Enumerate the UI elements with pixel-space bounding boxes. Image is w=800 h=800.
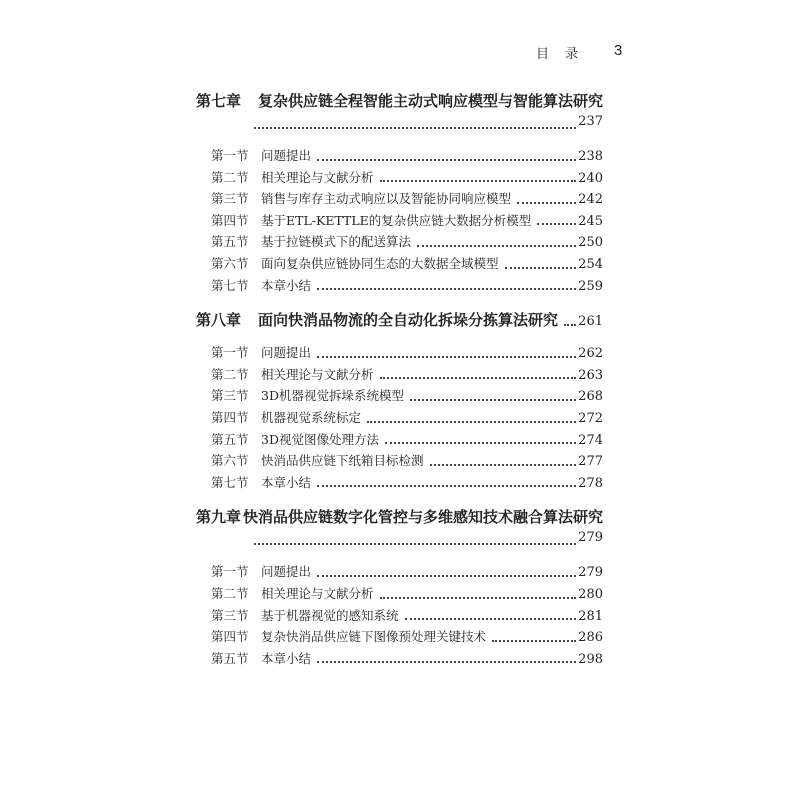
chapter-heading[interactable] <box>196 309 603 333</box>
dot-leader <box>254 127 576 129</box>
section-title[interactable]: 快消品供应链下纸箱目标检测 <box>261 453 424 469</box>
dot-leader <box>410 399 576 401</box>
chapter-entry <box>196 309 603 494</box>
section-title[interactable]: 相关理论与文献分析 <box>261 169 374 185</box>
dot-leader <box>317 288 576 290</box>
dot-leader <box>385 442 576 444</box>
dot-leader <box>317 661 576 663</box>
running-header <box>536 42 623 62</box>
section-label[interactable]: 第四节 <box>211 409 249 425</box>
section-page-number[interactable]: 286 <box>578 630 603 646</box>
dot-leader <box>380 180 577 182</box>
section-title[interactable]: 机器视觉系统标定 <box>261 409 362 425</box>
section-title[interactable]: 问题提出 <box>261 345 312 361</box>
section-title[interactable]: 面向复杂供应链协同生态的大数据全域模型 <box>261 255 499 271</box>
section-label[interactable]: 第一节 <box>211 148 249 163</box>
dot-leader <box>317 159 576 161</box>
section-label[interactable]: 第二节 <box>211 366 249 382</box>
section-entry[interactable] <box>196 649 603 671</box>
chapter-entry <box>196 506 603 670</box>
section-entry[interactable] <box>196 627 603 649</box>
table-of-contents <box>196 90 603 682</box>
section-entry[interactable] <box>196 386 603 408</box>
section-page-number[interactable]: 262 <box>578 346 603 362</box>
dot-leader <box>405 618 577 620</box>
section-title[interactable]: 本章小结 <box>261 650 312 666</box>
dot-leader <box>537 223 576 225</box>
section-label[interactable]: 第四节 <box>211 629 249 645</box>
dot-leader <box>317 356 576 358</box>
dot-leader <box>254 543 576 545</box>
section-entry[interactable] <box>196 189 603 211</box>
section-title[interactable]: 问题提出 <box>261 148 312 163</box>
section-page-number[interactable]: 279 <box>578 565 603 581</box>
section-page-number[interactable]: 272 <box>578 410 603 426</box>
section-page-number[interactable]: 245 <box>578 213 603 229</box>
chapter-entry <box>196 90 603 297</box>
dot-leader <box>492 640 576 642</box>
section-entry[interactable] <box>196 365 603 387</box>
chapter-page-number[interactable]: 261 <box>578 314 603 330</box>
section-entry[interactable] <box>196 343 603 365</box>
chapter-page-number[interactable]: 279 <box>578 530 603 546</box>
section-title[interactable]: 基于拉链模式下的配送算法 <box>261 234 412 250</box>
dot-leader <box>367 421 576 423</box>
section-entry[interactable] <box>196 473 603 495</box>
section-entry[interactable] <box>196 562 603 584</box>
chapter-heading[interactable] <box>196 90 603 114</box>
chapter-label[interactable]: 第七章 <box>196 92 242 110</box>
section-title[interactable]: 问题提出 <box>261 564 312 580</box>
section-entry[interactable] <box>196 606 603 628</box>
chapter-heading[interactable] <box>196 506 603 530</box>
section-title[interactable]: 基于ETL-KETTLE的复杂供应链大数据分析模型 <box>261 212 532 228</box>
section-entry[interactable] <box>196 211 603 233</box>
section-label[interactable]: 第一节 <box>211 345 249 361</box>
section-label[interactable]: 第二节 <box>211 585 249 601</box>
section-title[interactable]: 本章小结 <box>261 277 312 293</box>
section-entry[interactable] <box>196 430 603 452</box>
section-label[interactable]: 第五节 <box>211 650 249 666</box>
dot-leader <box>417 245 576 247</box>
chapter-page-line[interactable] <box>248 530 603 552</box>
chapter-page-number[interactable]: 237 <box>578 114 603 129</box>
chapter-title[interactable]: 快消品供应链数字化管控与多维感知技术融合算法研究 <box>242 508 603 527</box>
section-label[interactable]: 第七节 <box>211 277 249 293</box>
section-title[interactable]: 基于机器视觉的感知系统 <box>261 607 399 623</box>
section-title[interactable]: 复杂快消品供应链下图像预处理关键技术 <box>261 629 487 645</box>
dot-leader <box>517 202 576 204</box>
section-label[interactable]: 第三节 <box>211 388 249 404</box>
dot-leader <box>380 377 577 379</box>
section-entry[interactable] <box>196 168 603 190</box>
dot-leader <box>564 324 576 326</box>
section-page-number[interactable]: 263 <box>578 367 603 383</box>
section-label[interactable]: 第三节 <box>211 191 249 207</box>
section-page-number[interactable]: 238 <box>578 149 603 164</box>
chapter-label[interactable]: 第八章 <box>196 311 242 330</box>
chapter-label[interactable]: 第九章 <box>196 508 242 527</box>
section-page-number[interactable]: 240 <box>578 170 603 186</box>
section-title[interactable]: 销售与库存主动式响应以及智能协同响应模型 <box>261 191 512 207</box>
section-page-number[interactable]: 277 <box>578 454 603 470</box>
dot-leader <box>317 485 576 487</box>
section-entry[interactable] <box>196 408 603 430</box>
running-header-title: 目 录 <box>536 47 585 62</box>
section-label[interactable]: 第五节 <box>211 431 249 447</box>
section-label[interactable]: 第二节 <box>211 169 249 185</box>
dot-leader <box>430 464 577 466</box>
section-title[interactable]: 3D视觉图像处理方法 <box>261 431 379 447</box>
section-page-number[interactable]: 298 <box>578 651 603 667</box>
section-label[interactable]: 第六节 <box>211 255 249 271</box>
section-label[interactable]: 第六节 <box>211 453 249 469</box>
section-entry[interactable] <box>196 254 603 276</box>
section-label[interactable]: 第一节 <box>211 564 249 580</box>
section-list <box>196 343 603 494</box>
section-page-number[interactable]: 280 <box>578 586 603 602</box>
section-page-number[interactable]: 254 <box>578 256 603 272</box>
dot-leader <box>380 597 577 599</box>
section-title[interactable]: 相关理论与文献分析 <box>261 585 374 601</box>
section-entry[interactable] <box>196 584 603 606</box>
chapter-title[interactable]: 面向快消品物流的全自动化拆垛分拣算法研究 <box>258 311 559 330</box>
section-entry[interactable] <box>196 146 603 168</box>
section-entry[interactable] <box>196 276 603 298</box>
section-label[interactable]: 第三节 <box>211 607 249 623</box>
section-entry[interactable] <box>196 232 603 254</box>
section-page-number[interactable]: 268 <box>578 389 603 405</box>
section-label[interactable]: 第四节 <box>211 212 249 228</box>
section-list <box>196 146 603 297</box>
section-label[interactable]: 第七节 <box>211 474 249 490</box>
section-page-number[interactable]: 242 <box>578 192 603 208</box>
section-label[interactable]: 第五节 <box>211 234 249 250</box>
dot-leader <box>505 267 577 269</box>
section-title[interactable]: 3D机器视觉拆垛系统模型 <box>261 388 404 404</box>
section-page-number[interactable]: 281 <box>578 608 603 624</box>
page-number: 3 <box>614 42 623 59</box>
chapter-page-line[interactable] <box>248 114 603 136</box>
section-page-number[interactable]: 274 <box>578 432 603 448</box>
section-title[interactable]: 本章小结 <box>261 474 312 490</box>
section-page-number[interactable]: 259 <box>578 278 603 294</box>
section-list <box>196 562 603 670</box>
dot-leader <box>317 575 576 577</box>
section-entry[interactable] <box>196 451 603 473</box>
section-page-number[interactable]: 278 <box>578 475 603 491</box>
section-page-number[interactable]: 250 <box>578 235 603 251</box>
section-title[interactable]: 相关理论与文献分析 <box>261 366 374 382</box>
chapter-title[interactable]: 复杂供应链全程智能主动式响应模型与智能算法研究 <box>257 92 603 110</box>
